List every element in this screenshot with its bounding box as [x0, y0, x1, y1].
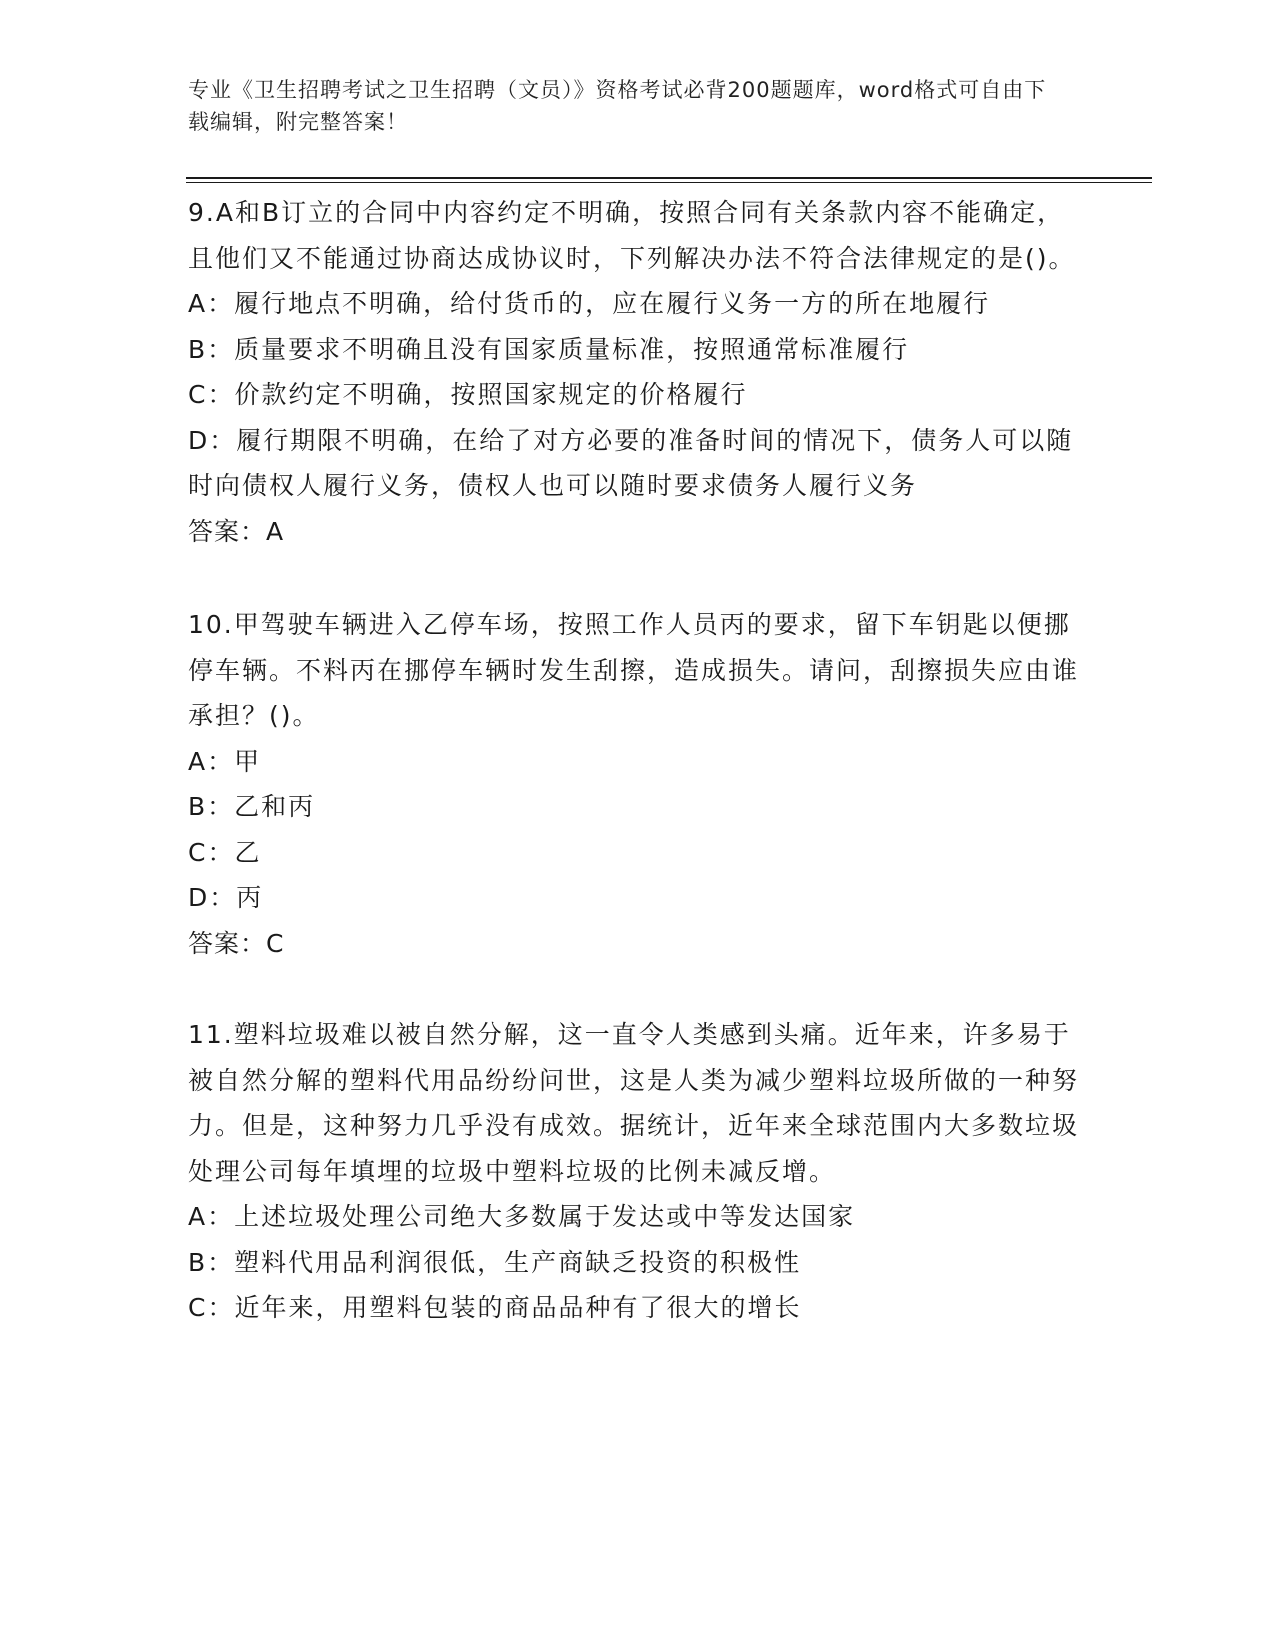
header-rule-thick [186, 177, 1152, 179]
option-b: B：塑料代用品利润很低，生产商缺乏投资的积极性 [188, 1247, 802, 1277]
question-11 [188, 1012, 1088, 1331]
option-c: C：近年来，用塑料包装的商品品种有了很大的增长 [188, 1293, 802, 1322]
question-text: 10.甲驾驶车辆进入乙停车场，按照工作人员丙的要求，留下车钥匙以便挪停车辆。不料丙在挪停车辆时发生刮擦，造成损失。请问，刮擦损失应由谁承担？()。 [188, 610, 1080, 730]
answer: 答案：A [188, 516, 285, 546]
question-text: 11.塑料垃圾难以被自然分解，这一直令人类感到头痛。近年来，许多易于被自然分解的塑料代用品纷纷问世，这是人类为减少塑料垃圾所做的一种努力。但是，这种努力几乎没有成效。据统计，近年来全球范围内大多数垃圾处理公司每年填埋的垃圾中塑料垃圾的比例未减反增。 [188, 1020, 1080, 1186]
option-a: A：上述垃圾处理公司绝大多数属于发达或中等发达国家 [188, 1202, 856, 1231]
option-c: C：乙 [188, 837, 262, 867]
option-d: D：履行期限不明确，在给了对方必要的准备时间的情况下，债务人可以随时向债权人履行义务，债权人也可以随时要求债务人履行义务 [188, 425, 1074, 500]
option-a: A：甲 [188, 746, 262, 776]
question-text: 9.A和B订立的合同中内容约定不明确，按照合同有关条款内容不能确定，且他们又不能通过协商达成协议时，下列解决办法不符合法律规定的是()。 [188, 198, 1076, 273]
answer: 答案：C [188, 928, 285, 958]
option-a: A：履行地点不明确，给付货币的，应在履行义务一方的所在地履行 [188, 289, 991, 318]
header-rule-thin [186, 182, 1152, 183]
spacer [188, 966, 1088, 1012]
spacer [188, 554, 1088, 602]
document-header: 专业《卫生招聘考试之卫生招聘（文员）》资格考试必背200题题库，word格式可自由下载编辑，附完整答案！ [188, 78, 1047, 134]
option-b: B：质量要求不明确且没有国家质量标准，按照通常标准履行 [188, 334, 910, 364]
option-d: D：丙 [188, 883, 264, 912]
question-9 [188, 190, 1088, 554]
question-list [188, 190, 1088, 1331]
option-b: B：乙和丙 [188, 792, 316, 821]
option-c: C：价款约定不明确，按照国家规定的价格履行 [188, 380, 748, 409]
question-10 [188, 602, 1088, 966]
